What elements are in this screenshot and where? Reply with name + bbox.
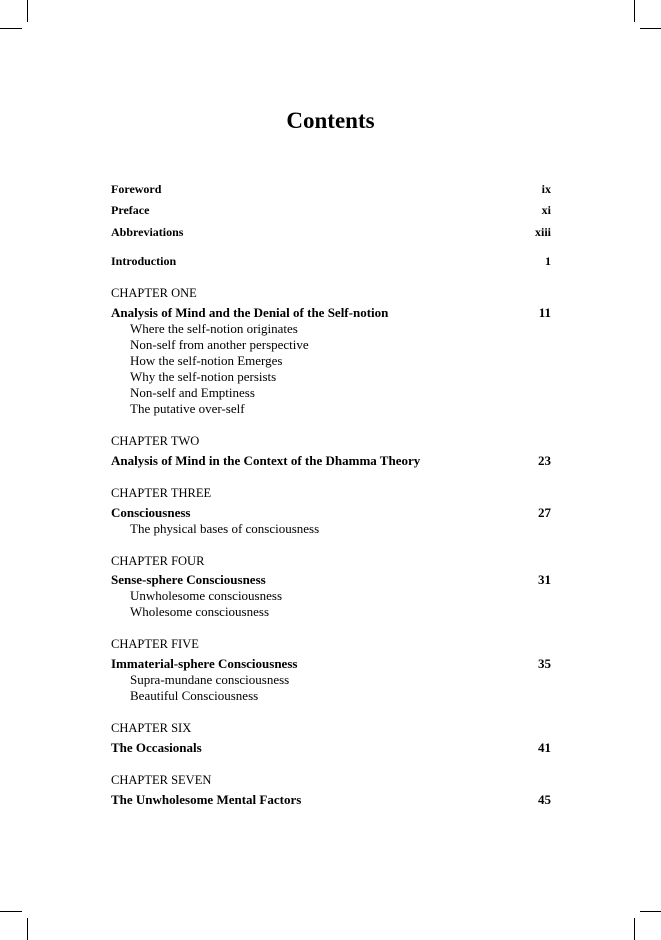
toc-entry-label: Foreword [111,182,162,196]
crop-mark-top-left-horizontal [0,28,22,29]
toc-subsection[interactable]: Supra-mundane consciousness [130,672,290,687]
toc-entry-chapter-seven[interactable] [111,792,551,808]
toc-entry-label: The Occasionals [111,740,202,755]
chapter-heading: CHAPTER THREE [111,486,212,500]
toc-entry-chapter-one[interactable] [111,305,551,321]
toc-entry-page: xiii [534,225,551,239]
chapter-heading: CHAPTER TWO [111,434,200,448]
chapter-heading: CHAPTER FIVE [111,637,199,651]
toc-entry-preface[interactable] [111,202,551,218]
page-title: Contents [286,108,375,133]
toc-subsection[interactable]: Non-self and Emptiness [130,385,255,400]
crop-mark-top-right-vertical [634,0,635,22]
crop-mark-bottom-right-vertical [634,918,635,940]
crop-mark-bottom-right-horizontal [640,911,661,912]
toc-subsection[interactable]: Non-self from another perspective [130,337,309,352]
toc-entry-introduction[interactable] [111,253,551,269]
toc-entry-page: 45 [538,792,551,807]
toc-entry-page: 35 [538,656,551,671]
toc-entry-page: 23 [538,453,551,468]
crop-mark-bottom-left-horizontal [0,911,22,912]
toc-subsection[interactable]: The physical bases of consciousness [130,521,320,536]
toc-subsection[interactable]: How the self-notion Emerges [130,353,283,368]
toc-entry-page: 41 [538,740,551,755]
toc-entry-label: Analysis of Mind and the Denial of the Self-notion [111,305,389,320]
toc-entry-page: 27 [538,505,551,520]
toc-entry-chapter-three[interactable] [111,505,551,521]
toc-subsection[interactable]: The putative over-self [130,401,245,416]
toc-entry-label: Introduction [111,254,177,268]
toc-entry-label: The Unwholesome Mental Factors [111,792,302,807]
toc-subsection[interactable]: Beautiful Consciousness [130,688,259,703]
chapter-heading: CHAPTER FOUR [111,554,205,568]
crop-mark-top-right-horizontal [640,28,661,29]
toc-subsection[interactable]: Wholesome consciousness [130,604,270,619]
toc-entry-label: Sense-sphere Consciousness [111,572,266,587]
toc-entry-label: Immaterial-sphere Consciousness [111,656,298,671]
toc-entry-chapter-six[interactable] [111,740,551,756]
toc-entry-page: xi [541,203,551,217]
crop-mark-bottom-left-vertical [27,918,28,940]
toc-entry-chapter-two[interactable] [111,453,551,469]
chapter-heading: CHAPTER ONE [111,286,197,300]
toc-entry-label: Preface [111,203,150,217]
toc-subsection[interactable]: Why the self-notion persists [130,369,277,384]
toc-entry-page: 31 [538,572,551,587]
toc-entry-chapter-five[interactable] [111,656,551,672]
toc-entry-label: Abbreviations [111,225,184,239]
toc-entry-page: 11 [538,305,551,320]
toc-entry-page: ix [541,182,551,196]
toc-entry-label: Consciousness [111,505,191,520]
toc-subsection[interactable]: Where the self-notion originates [130,321,298,336]
toc-subsection[interactable]: Unwholesome consciousness [130,588,283,603]
toc-entry-page: 1 [545,254,551,268]
toc-entry-foreword[interactable] [111,181,551,197]
chapter-heading: CHAPTER SEVEN [111,773,212,787]
chapter-heading: CHAPTER SIX [111,721,192,735]
toc-entry-label: Analysis of Mind in the Context of the Dhamma Theory [111,453,421,468]
crop-mark-top-left-vertical [27,0,28,22]
toc-entry-chapter-four[interactable] [111,572,551,588]
toc-entry-abbreviations[interactable] [111,224,551,240]
